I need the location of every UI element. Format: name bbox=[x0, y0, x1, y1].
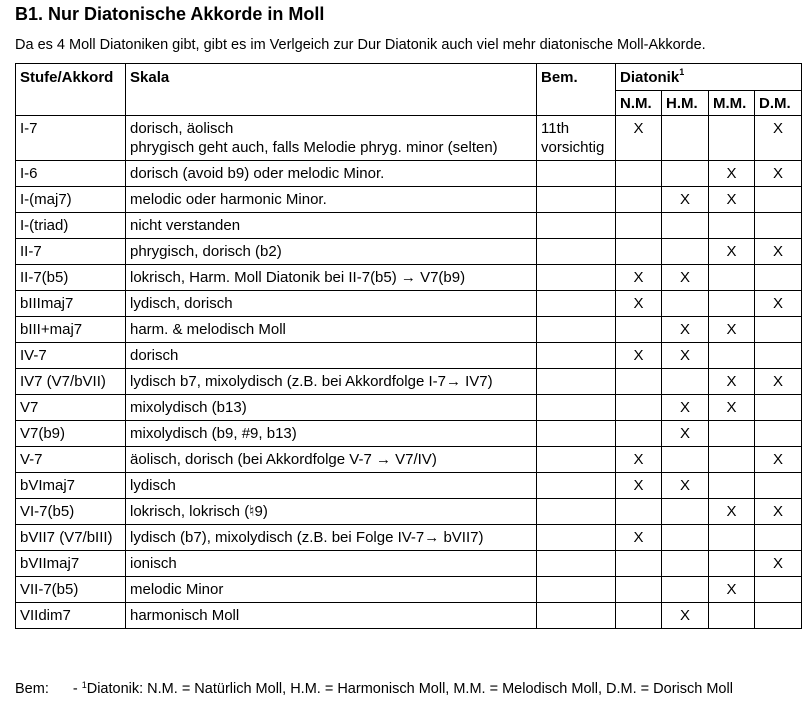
cell-hm-mark bbox=[662, 291, 709, 317]
cell-hm-mark: X bbox=[662, 473, 709, 499]
table-row bbox=[16, 317, 802, 343]
cell-mm-mark bbox=[709, 116, 755, 161]
cell-bem bbox=[537, 116, 616, 161]
cell-hm-mark bbox=[662, 239, 709, 265]
cell-skala-line: phrygisch, dorisch (b2) bbox=[130, 243, 282, 260]
table-row bbox=[16, 603, 802, 629]
cell-stufe: VI-7(b5) bbox=[16, 499, 126, 525]
cell-bem bbox=[537, 369, 616, 395]
header-diatonik bbox=[616, 64, 802, 91]
cell-skala bbox=[126, 551, 537, 577]
table-row bbox=[16, 369, 802, 395]
cell-stufe: IV7 (V7/bVII) bbox=[16, 369, 126, 395]
cell-dm-mark bbox=[755, 213, 802, 239]
cell-skala-line: lydisch, dorisch bbox=[130, 295, 233, 312]
cell-stufe: I-6 bbox=[16, 161, 126, 187]
cell-stufe: V7(b9) bbox=[16, 421, 126, 447]
cell-mm-mark bbox=[709, 213, 755, 239]
footnote-text: Diatonik: N.M. = Natürlich Moll, H.M. = Harmonisch Moll, M.M. = Melodisch Moll, D.M. = Dorisch Moll bbox=[86, 681, 733, 697]
cell-skala-line: lydisch bbox=[130, 477, 176, 494]
cell-bem bbox=[537, 395, 616, 421]
cell-hm-mark bbox=[662, 161, 709, 187]
cell-stufe: VIIdim7 bbox=[16, 603, 126, 629]
cell-skala-line: melodic Minor bbox=[130, 581, 224, 598]
page-title: B1. Nur Diatonische Akkorde in Moll bbox=[15, 4, 325, 24]
table-row bbox=[16, 239, 802, 265]
cell-dm-mark bbox=[755, 343, 802, 369]
cell-skala bbox=[126, 187, 537, 213]
cell-mm-mark: X bbox=[709, 239, 755, 265]
cell-mm-mark: X bbox=[709, 317, 755, 343]
cell-skala-line: dorisch (avoid b9) oder melodic Minor. bbox=[130, 165, 385, 182]
cell-skala bbox=[126, 343, 537, 369]
cell-hm-mark bbox=[662, 577, 709, 603]
table-row bbox=[16, 161, 802, 187]
cell-bem bbox=[537, 551, 616, 577]
cell-bem bbox=[537, 343, 616, 369]
table-row bbox=[16, 213, 802, 239]
cell-bem-line-2: vorsichtig bbox=[541, 139, 605, 156]
cell-dm-mark bbox=[755, 577, 802, 603]
cell-nm-mark bbox=[616, 603, 662, 629]
cell-dm-mark bbox=[755, 317, 802, 343]
cell-skala bbox=[126, 213, 537, 239]
cell-skala bbox=[126, 265, 537, 291]
cell-stufe: II-7(b5) bbox=[16, 265, 126, 291]
cell-dm-mark: X bbox=[755, 116, 802, 161]
cell-skala-line: dorisch bbox=[130, 347, 179, 364]
cell-bem-line: 11th bbox=[541, 120, 570, 137]
cell-nm-mark: X bbox=[616, 447, 662, 473]
cell-skala-line: mixolydisch (b9, #9, b13) bbox=[130, 425, 297, 442]
cell-stufe: bVImaj7 bbox=[16, 473, 126, 499]
cell-dm-mark: X bbox=[755, 499, 802, 525]
cell-bem bbox=[537, 291, 616, 317]
table-row bbox=[16, 499, 802, 525]
cell-nm-mark bbox=[616, 551, 662, 577]
cell-skala bbox=[126, 161, 537, 187]
cell-skala bbox=[126, 369, 537, 395]
cell-nm-mark: X bbox=[616, 116, 662, 161]
cell-nm-mark bbox=[616, 395, 662, 421]
header-diatonik-label: Diatonik bbox=[620, 69, 680, 86]
table-row bbox=[16, 577, 802, 603]
cell-skala bbox=[126, 395, 537, 421]
cell-stufe: V-7 bbox=[16, 447, 126, 473]
cell-mm-mark: X bbox=[709, 395, 755, 421]
table-row bbox=[16, 551, 802, 577]
cell-bem bbox=[537, 213, 616, 239]
header-skala: Skala bbox=[126, 64, 537, 116]
cell-hm-mark bbox=[662, 213, 709, 239]
cell-dm-mark bbox=[755, 603, 802, 629]
footnote bbox=[15, 681, 733, 697]
cell-nm-mark bbox=[616, 421, 662, 447]
cell-bem bbox=[537, 317, 616, 343]
cell-skala-line: harm. & melodisch Moll bbox=[130, 321, 286, 338]
cell-mm-mark bbox=[709, 291, 755, 317]
cell-dm-mark: X bbox=[755, 447, 802, 473]
cell-stufe: bVII7 (V7/bIII) bbox=[16, 525, 126, 551]
table-row bbox=[16, 265, 802, 291]
cell-dm-mark bbox=[755, 265, 802, 291]
cell-hm-mark: X bbox=[662, 421, 709, 447]
cell-dm-mark: X bbox=[755, 161, 802, 187]
cell-stufe: I-(triad) bbox=[16, 213, 126, 239]
cell-hm-mark: X bbox=[662, 603, 709, 629]
cell-nm-mark bbox=[616, 213, 662, 239]
table-row bbox=[16, 473, 802, 499]
cell-skala-line-2: phrygisch geht auch, falls Melodie phryg. minor (selten) bbox=[130, 139, 498, 156]
table-row bbox=[16, 447, 802, 473]
cell-nm-mark: X bbox=[616, 473, 662, 499]
cell-dm-mark: X bbox=[755, 551, 802, 577]
cell-bem bbox=[537, 161, 616, 187]
cell-stufe: V7 bbox=[16, 395, 126, 421]
cell-stufe: IV-7 bbox=[16, 343, 126, 369]
footnote-dash: - bbox=[72, 681, 78, 697]
cell-skala-line: nicht verstanden bbox=[130, 217, 241, 234]
cell-mm-mark bbox=[709, 551, 755, 577]
cell-dm-mark: X bbox=[755, 369, 802, 395]
cell-mm-mark bbox=[709, 473, 755, 499]
cell-bem bbox=[537, 473, 616, 499]
cell-nm-mark bbox=[616, 317, 662, 343]
cell-stufe: VII-7(b5) bbox=[16, 577, 126, 603]
table-row bbox=[16, 291, 802, 317]
cell-bem bbox=[537, 265, 616, 291]
cell-skala-line: harmonisch Moll bbox=[130, 607, 240, 624]
cell-hm-mark: X bbox=[662, 187, 709, 213]
cell-skala bbox=[126, 116, 537, 161]
table-body bbox=[16, 116, 802, 629]
cell-nm-mark bbox=[616, 499, 662, 525]
cell-dm-mark bbox=[755, 187, 802, 213]
cell-skala-line: lokrisch, lokrisch (♮9) bbox=[130, 503, 268, 520]
cell-mm-mark bbox=[709, 603, 755, 629]
header-diatonik-footnote: 1 bbox=[679, 67, 685, 77]
cell-nm-mark: X bbox=[616, 291, 662, 317]
cell-skala bbox=[126, 499, 537, 525]
cell-bem bbox=[537, 447, 616, 473]
cell-skala-line: melodic oder harmonic Minor. bbox=[130, 191, 327, 208]
cell-stufe: I-(maj7) bbox=[16, 187, 126, 213]
intro-text: Da es 4 Moll Diatoniken gibt, gibt es im Verlgeich zur Dur Diatonik auch viel mehr diatonische Moll-Akkorde. bbox=[15, 37, 706, 53]
cell-mm-mark: X bbox=[709, 499, 755, 525]
header-dm: D.M. bbox=[755, 91, 802, 116]
cell-stufe: bVIImaj7 bbox=[16, 551, 126, 577]
cell-skala bbox=[126, 317, 537, 343]
cell-skala bbox=[126, 525, 537, 551]
table-row bbox=[16, 187, 802, 213]
cell-mm-mark: X bbox=[709, 161, 755, 187]
cell-bem bbox=[537, 603, 616, 629]
header-mm: M.M. bbox=[709, 91, 755, 116]
chord-table bbox=[15, 63, 802, 629]
cell-bem bbox=[537, 421, 616, 447]
footnote-mark: 1 bbox=[81, 680, 87, 690]
cell-hm-mark bbox=[662, 369, 709, 395]
cell-nm-mark: X bbox=[616, 265, 662, 291]
cell-skala-line: lydisch b7, mixolydisch (z.B. bei Akkordfolge I-7→ IV7) bbox=[130, 373, 493, 390]
cell-bem bbox=[537, 239, 616, 265]
cell-skala-line: äolisch, dorisch (bei Akkordfolge V-7 → V7/IV) bbox=[130, 451, 437, 468]
cell-mm-mark: X bbox=[709, 187, 755, 213]
cell-nm-mark bbox=[616, 161, 662, 187]
cell-dm-mark bbox=[755, 473, 802, 499]
header-nm: N.M. bbox=[616, 91, 662, 116]
cell-hm-mark bbox=[662, 499, 709, 525]
cell-hm-mark bbox=[662, 447, 709, 473]
cell-skala bbox=[126, 577, 537, 603]
cell-nm-mark bbox=[616, 369, 662, 395]
cell-dm-mark bbox=[755, 421, 802, 447]
cell-mm-mark bbox=[709, 525, 755, 551]
cell-stufe: bIIImaj7 bbox=[16, 291, 126, 317]
cell-nm-mark: X bbox=[616, 525, 662, 551]
header-stufe: Stufe/Akkord bbox=[16, 64, 126, 116]
table-row bbox=[16, 525, 802, 551]
table-row bbox=[16, 421, 802, 447]
cell-skala-line: mixolydisch (b13) bbox=[130, 399, 247, 416]
cell-nm-mark: X bbox=[616, 343, 662, 369]
cell-mm-mark bbox=[709, 265, 755, 291]
cell-bem bbox=[537, 577, 616, 603]
table-row bbox=[16, 395, 802, 421]
cell-dm-mark: X bbox=[755, 239, 802, 265]
cell-stufe: I-7 bbox=[16, 116, 126, 161]
cell-skala bbox=[126, 447, 537, 473]
cell-nm-mark bbox=[616, 187, 662, 213]
cell-dm-mark bbox=[755, 525, 802, 551]
cell-skala-line: lokrisch, Harm. Moll Diatonik bei II-7(b5) → V7(b9) bbox=[130, 269, 466, 286]
header-row-main bbox=[16, 64, 802, 91]
header-bem: Bem. bbox=[537, 64, 616, 116]
cell-hm-mark bbox=[662, 551, 709, 577]
cell-hm-mark bbox=[662, 525, 709, 551]
cell-nm-mark bbox=[616, 239, 662, 265]
cell-skala bbox=[126, 291, 537, 317]
cell-mm-mark bbox=[709, 421, 755, 447]
cell-mm-mark bbox=[709, 447, 755, 473]
cell-hm-mark bbox=[662, 116, 709, 161]
cell-bem bbox=[537, 525, 616, 551]
cell-skala-line: ionisch bbox=[130, 555, 177, 572]
cell-dm-mark bbox=[755, 395, 802, 421]
footnote-label: Bem: bbox=[15, 681, 49, 697]
cell-mm-mark bbox=[709, 343, 755, 369]
cell-skala-line: lydisch (b7), mixolydisch (z.B. bei Folge IV-7→ bVII7) bbox=[130, 529, 484, 546]
cell-skala bbox=[126, 473, 537, 499]
cell-hm-mark: X bbox=[662, 395, 709, 421]
cell-mm-mark: X bbox=[709, 577, 755, 603]
cell-nm-mark bbox=[616, 577, 662, 603]
cell-stufe: bIII+maj7 bbox=[16, 317, 126, 343]
cell-mm-mark: X bbox=[709, 369, 755, 395]
table-row bbox=[16, 116, 802, 161]
cell-hm-mark: X bbox=[662, 265, 709, 291]
cell-stufe: II-7 bbox=[16, 239, 126, 265]
cell-bem bbox=[537, 499, 616, 525]
cell-skala bbox=[126, 603, 537, 629]
header-hm: H.M. bbox=[662, 91, 709, 116]
cell-skala bbox=[126, 239, 537, 265]
cell-hm-mark: X bbox=[662, 343, 709, 369]
cell-hm-mark: X bbox=[662, 317, 709, 343]
cell-skala-line: dorisch, äolisch bbox=[130, 120, 234, 137]
table-row bbox=[16, 343, 802, 369]
cell-skala bbox=[126, 421, 537, 447]
cell-dm-mark: X bbox=[755, 291, 802, 317]
cell-bem bbox=[537, 187, 616, 213]
